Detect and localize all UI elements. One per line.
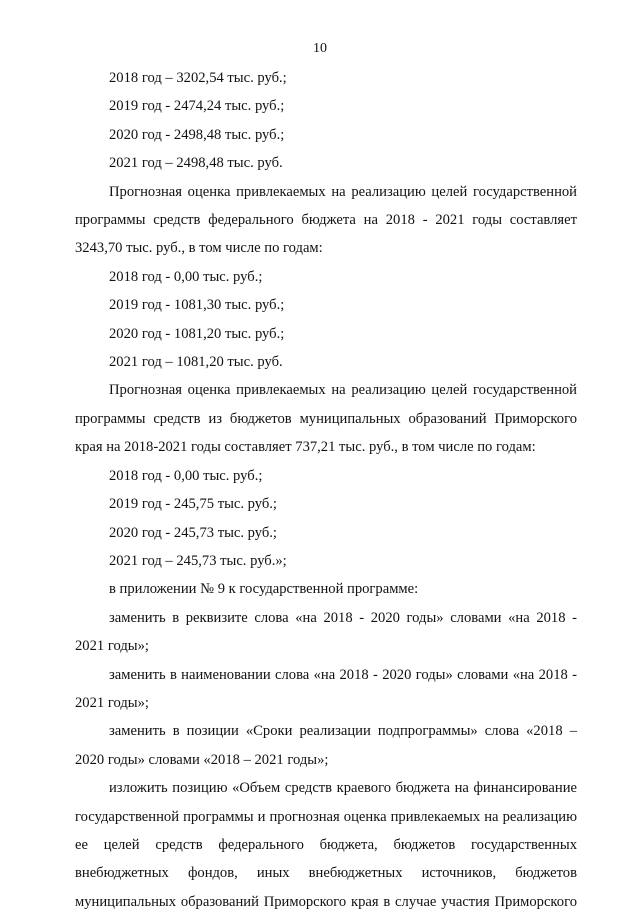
text-line: 2021 год – 2498,48 тыс. руб. [109,155,283,172]
text-line: внебюджетных фондов, иных внебюджетных источников, бюджетов [75,865,577,882]
text-line: программы средств из бюджетов муниципальных образований Приморского [75,410,577,427]
text-line: в приложении № 9 к государственной программе: [109,581,419,598]
text-line: заменить в позиции «Сроки реализации подпрограммы» слова «2018 – [109,723,577,740]
text-line: заменить в реквизите слова «на 2018 - 2020 годы» словами «на 2018 - [109,609,577,626]
text-line: 2021 годы»; [75,694,149,711]
text-line: 2020 год - 1081,20 тыс. руб.; [109,325,285,342]
text-line: 2020 год - 245,73 тыс. руб.; [109,524,277,541]
text-line: ее целей средств федерального бюджета, бюджетов государственных [75,836,577,853]
document-body [75,64,577,916]
text-line: 2018 год - 0,00 тыс. руб.; [109,268,263,285]
text-line: Прогнозная оценка привлекаемых на реализацию целей государственной [109,183,577,200]
text-line: 2021 год – 1081,20 тыс. руб. [109,354,283,371]
text-line: Прогнозная оценка привлекаемых на реализацию целей государственной [109,382,577,399]
text-line: 2021 год – 245,73 тыс. руб.»; [109,552,287,569]
text-line: 2018 год – 3202,54 тыс. руб.; [109,70,287,86]
text-line: края на 2018-2021 годы составляет 737,21 тыс. руб., в том числе по годам: [75,439,536,456]
text-line: изложить позицию «Объем средств краевого бюджета на финансирование [109,780,577,797]
text-line: 2021 годы»; [75,638,149,655]
text-line: 3243,70 тыс. руб., в том числе по годам: [75,240,323,257]
text-line: государственной программы и прогнозная оценка привлекаемых на реализацию [75,808,577,825]
text-line: 2020 годы» словами «2018 – 2021 годы»; [75,751,329,768]
text-line: 2018 год - 0,00 тыс. руб.; [109,467,263,484]
text-line: 2019 год - 2474,24 тыс. руб.; [109,98,285,115]
text-line: программы средств федерального бюджета на 2018 - 2021 годы составляет [75,212,577,229]
text-line: заменить в наименовании слова «на 2018 - 2020 годы» словами «на 2018 - [109,666,577,683]
text-line: 2019 год - 245,75 тыс. руб.; [109,496,277,513]
text-line: 2020 год - 2498,48 тыс. руб.; [109,126,285,143]
page-number: 10 [313,41,327,56]
text-line: 2019 год - 1081,30 тыс. руб.; [109,297,285,314]
text-line: муниципальных образований Приморского края в случае участия Приморского [75,893,577,910]
